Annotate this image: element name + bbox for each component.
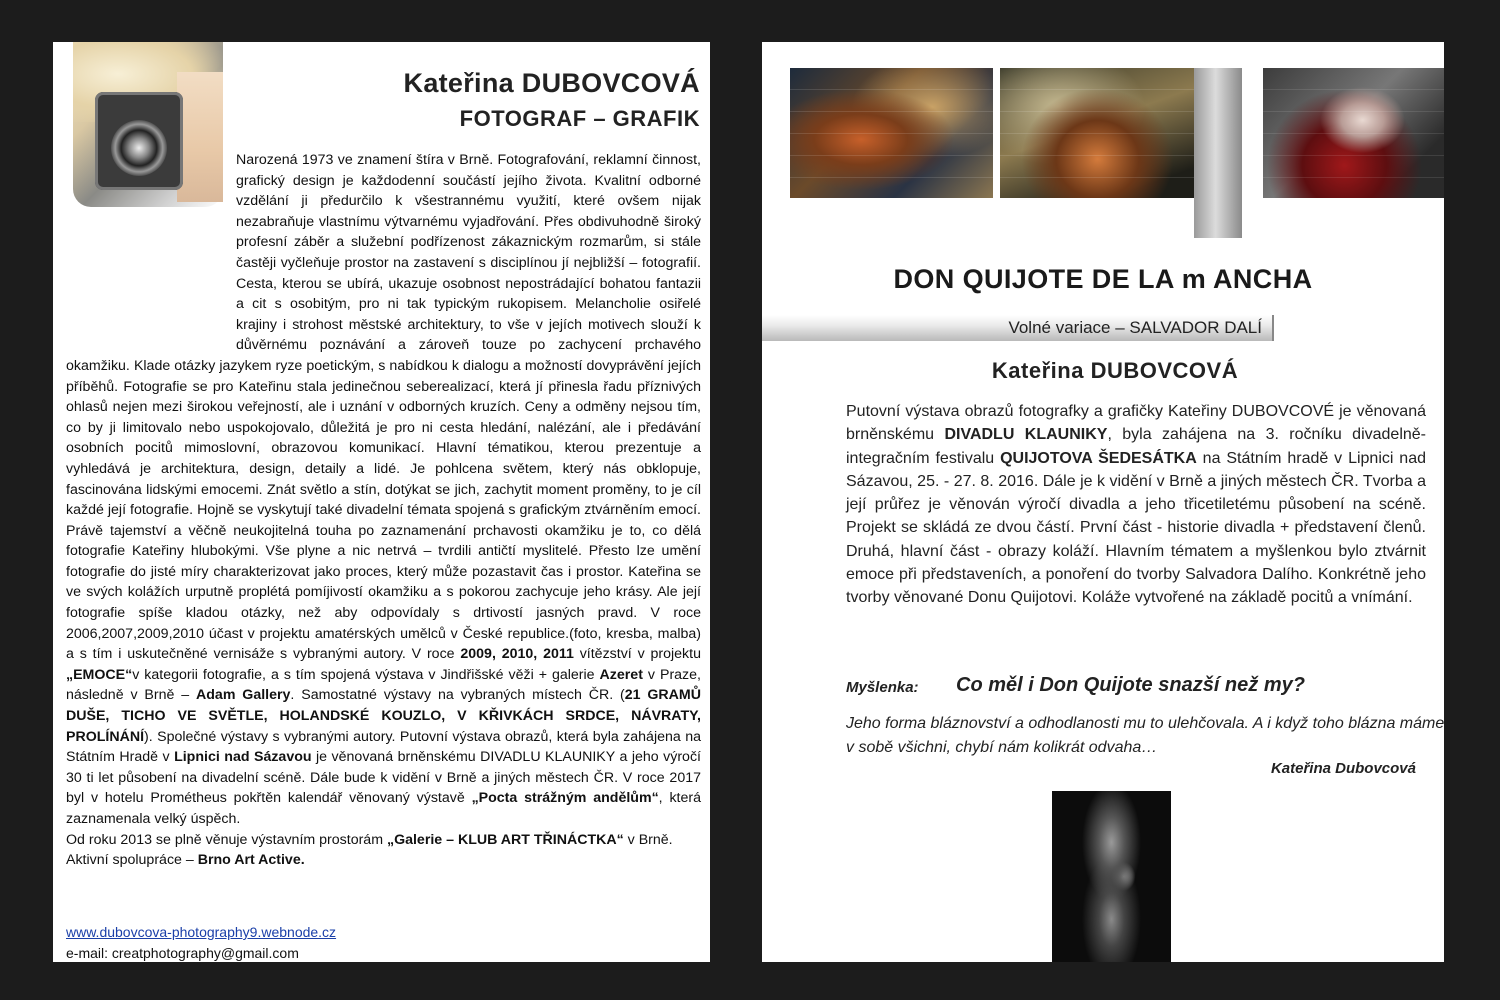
bio-part: v kategorii fotografie, a s tím spojená výstava v Jindřišské věži + galerie [132, 666, 600, 683]
bio-part: , která zaznamenala velký úspěch. [66, 790, 701, 827]
bio-part: vítězství v projektu [573, 646, 701, 663]
website-link[interactable]: www.dubovcova-photography9.webnode.cz [66, 924, 337, 940]
bio-part: ). Společné výstavy s vybranými autory. Putovní výstava obrazů, která byla zahájena na Státním Hradě v [66, 728, 701, 766]
bio-brno-art-active: Brno Art Active. [197, 852, 305, 869]
exhibition-author: Kateřina DUBOVCOVÁ [991, 358, 1239, 383]
bio-shows: 21 GRAMŮ DUŠE, TICHO VE SVĚTLE, HOLANDSKÉ KOUZLO, V KŘIVKÁCH SRDCE, NÁVRATY, PROLÍNÁNÍ [66, 687, 701, 745]
bio-part: Aktivní spolupráce – [66, 852, 198, 869]
desc-festival: QUIJOTOVA ŠEDESÁTKA [1000, 449, 1197, 467]
collage-image-2 [1000, 68, 1195, 198]
bio-pocta: „Pocta strážným andělům“ [471, 790, 659, 807]
desc-part: , byla zahájena na 3. ročníku divadelně-integračním festivalu [846, 426, 1426, 467]
bio-part: Od roku 2013 se plně věnuje výstavním prostorám [66, 831, 387, 848]
bio-emoce: „EMOCE“ [66, 666, 133, 683]
bio-part: . Samostatné výstavy na vybraných místech ČR. ( [290, 687, 625, 704]
bio-part: Narozená 1973 ve znamení štíra v Brně. Fotografování, reklamní činnost, grafický design je každodenní součástí jejího života. Kvalitní odborné vzdělání ji předurčilo k všestrannému využití, které ovšem nijak nezabraňuje vlastnímu výtvarnému vyjadřování. Přes obdivuhodně široký profesní záběr a služební podřízenost zákaznickým rozmarům, si stále častěji vyčleňuje prostor na zastavení s disciplínou jí nejbližší – fotografií. Cesta, kterou se ubírá, ukazuje osobnost nepostrádající bohatou fantazii a cit s osobitým, pro ni tak typickým rukopisem. Melancholie osiřelé krajiny i strohost městské architektury, to vše v jejích motivech slouží k důvěrnému poznávání a zároveň touze po zachycení prchavého okamžiku. Klade otázky jazykem ryze poetickým, s nabídkou k dialogu a možností dovyprávění jejích příběhů. Fotografie se pro Kateřinu stala jedinečnou seberealizací, která jí přinesla řadu příznivých ohlasů nejen mezi širokou veřejností, ale i uznání v odborných kruzích. Ceny a odměny nejsou tím, co by ji limitovalo nebo uspokojovalo, důležitá je pro ni cesta hledání, nalézání, ale i předávání osobních pocitů mimoslovní, obrazovou komunikací. Hlavní tématikou, kterou prezentuje a vyhledává je architektura, design, detaily a lidé. Je pohlcena světem, který nás obklopuje, fascinována lidskými emocemi. Znát světlo a stín, dotýkat se jich, zachytit moment proměny, to je cíl každé její fotografie. Hojně se vyskytují také divadelní témata spojená s grafickým ztvárněním emocí. Právě tajemství a věčně neukojitelná touha po zaznamenání prchavosti okamžiku je to, co dělá fotografie Kateřiny hlubokými. Vše plyne a nic netrvá – tvrdili antičtí myslitelé. Přesto lze umění fotografie do jisté míry charakterizovat jako proces, který může pozastavit čas i prostor. Kateřina se ve svých kolážích urputně proplétá pomíjivostí okamžiku a s pokorou zachycuje jeho krásy. Ale její fotografie spíše kladou otázky, než aby odpovídaly s drtivostí jasných pravd. V roce 2006,2007,2009,2010 účast v projektu amatérských umělců v České republice.(foto, kresba, malba) a s tím i uskutečněné vernisáže s vybranými autory. V roce [66, 152, 701, 663]
desc-part: Putovní výstava obrazů fotografky a grafičky Kateřiny DUBOVCOVÉ je věnovaná brněnskému [846, 403, 1426, 444]
bio-part: je věnovaná brněnskému DIVADLU KLAUNIKY a jeho výročí 30 ti let působení na divadelní scéně. Dále bude k vidění v Brně a jiných městech ČR. V roce 2017 byl v hotelu Prométheus pokřtěn kalendář věnovaný výstavě [66, 749, 701, 807]
collage-image-bottom [1052, 791, 1171, 962]
decorative-gray-bar [1194, 68, 1242, 238]
exhibition-subtitle: Volné variace – SALVADOR DALÍ [1008, 318, 1262, 337]
bio-lipnice: Lipnici nad Sázavou [174, 749, 312, 766]
subtitle-band [762, 315, 1274, 341]
bio-years: 2009, 2010, 2011 [460, 646, 574, 663]
bio-part: v Brně. [623, 831, 673, 848]
biography-text [66, 150, 701, 871]
exhibition-title: DON QUIJOTE DE LA m ANCHA [893, 264, 1313, 294]
right-page [762, 42, 1444, 962]
thought-quote: Co měl i Don Quijote snazší než my? [956, 674, 1305, 696]
author-name-heading: Kateřina DUBOVCOVÁ [403, 68, 700, 98]
left-page [53, 42, 710, 962]
bio-part: v Praze, následně v Brně – [66, 666, 701, 704]
desc-part: na Státním hradě v Lipnici nad Sázavou, 25. - 27. 8. 2016. Dále je k vidění v Brně a jiných městech ČR. Tvorba a její průřez je věnován výročí divadla a jeho třicetiletému působení na scéně. Projekt se skládá ze dvou částí. První část - historie divadla + představení členů. Druhá, hlavní část - obrazy koláží. Hlavním tématem a myšlenkou bylo ztvárnit emoce při představeních, a ponoření do tvorby Salvadora Dalího. Konkrétně jeho tvorby věnované Donu Quijotovi. Koláže vytvořené na základě pocitů a vnímání. [846, 449, 1426, 607]
thought-label: Myšlenka: [846, 679, 919, 696]
quote-text: Jeho forma bláznovství a odhodlanosti mu to ulehčovala. A i když toho blázna máme v sobě všichni, chybí nám kolikrát odvaha… [846, 715, 1444, 756]
email-text: e-mail: creatphotography@gmail.com [66, 945, 299, 961]
collage-image-3 [1263, 68, 1444, 198]
desc-divadlo: DIVADLU KLAUNIKY [944, 426, 1108, 444]
signature: Kateřina Dubovcová [1270, 760, 1416, 777]
contact-links [66, 922, 336, 962]
bio-azeret: Azeret [599, 666, 643, 683]
author-role-heading: FOTOGRAF – GRAFIK [459, 106, 700, 131]
bio-galerie: „Galerie – KLUB ART TŘINÁCTKA“ [386, 831, 624, 848]
bio-adam-gallery: Adam Gallery [196, 687, 291, 704]
collage-image-1 [790, 68, 993, 198]
exhibition-description [846, 400, 1426, 610]
